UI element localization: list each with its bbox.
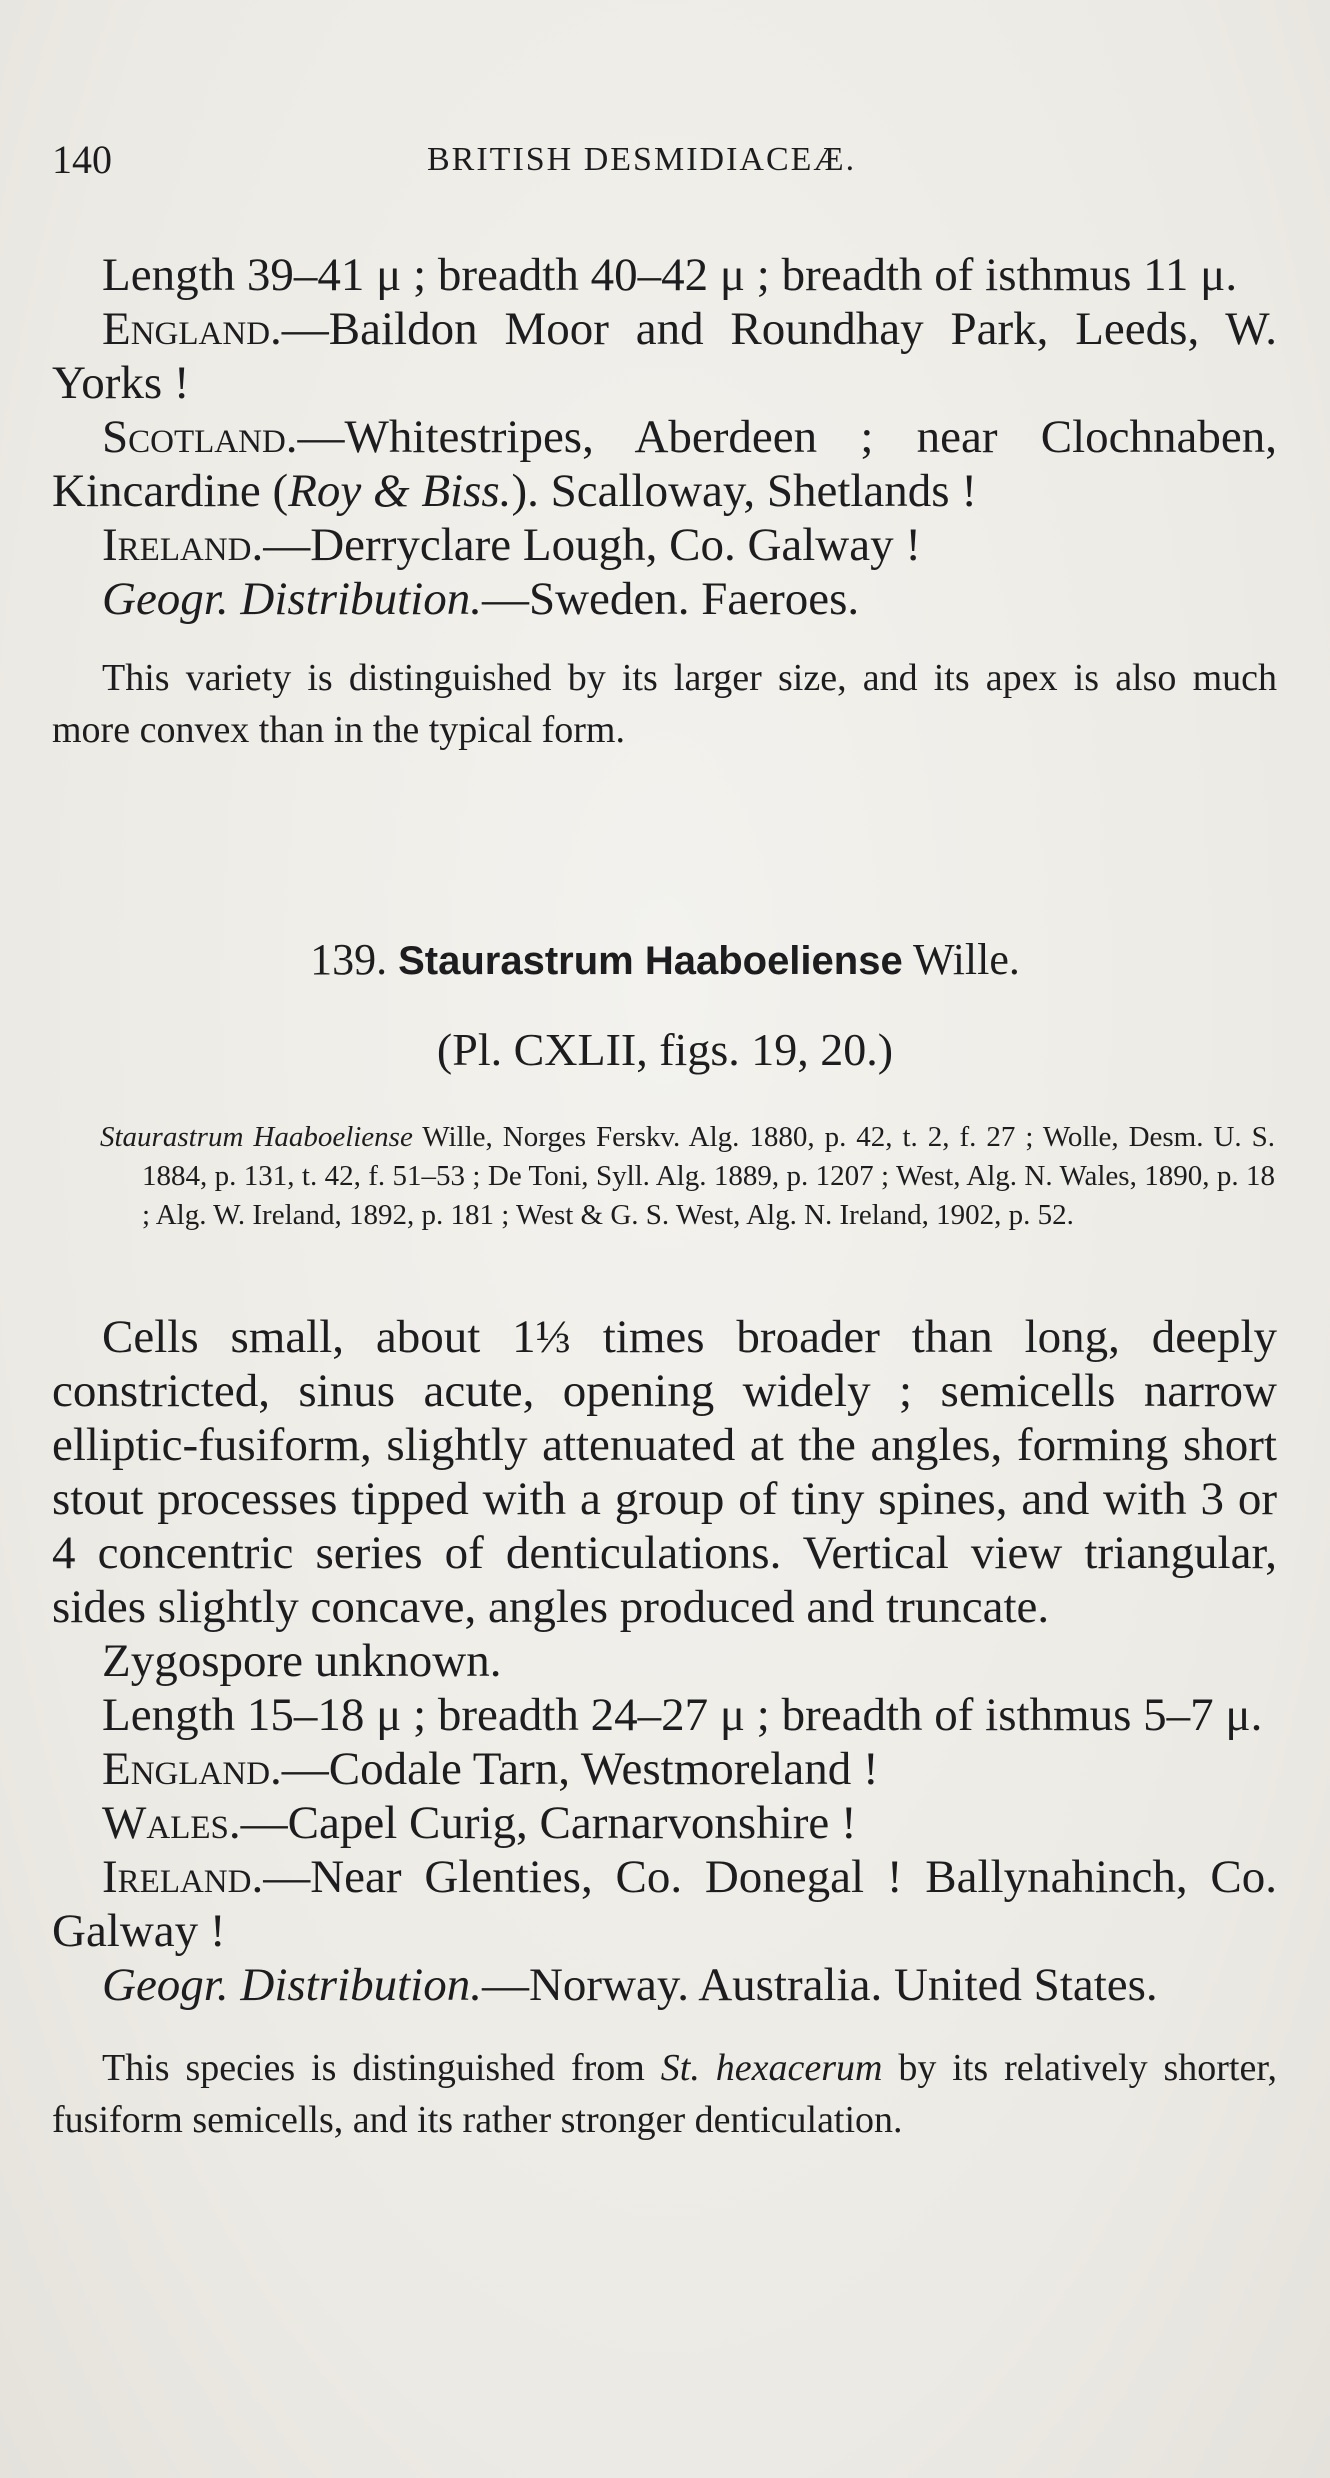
measurements: Length 15–18 μ ; breadth 24–27 μ ; breadth of isthmus 5–7 μ. — [102, 1689, 1263, 1741]
locality-text: —Codale Tarn, Westmoreland ! — [281, 1743, 879, 1795]
species-heading — [0, 930, 1330, 991]
distribution-text: —Sweden. Faeroes. — [481, 573, 860, 625]
species-number: 139. — [310, 935, 388, 984]
locality-scotland-previous — [52, 410, 1277, 518]
synonymy-citation — [100, 1118, 1275, 1235]
species-description-section — [52, 1310, 1277, 2146]
synonymy-block — [100, 1118, 1275, 1235]
locality-england — [52, 1742, 1277, 1796]
previous-variety-section — [52, 248, 1277, 756]
locality-england-previous — [52, 302, 1277, 410]
locality-ireland — [52, 1850, 1277, 1958]
note-compared-species: St. hexacerum — [660, 2047, 883, 2089]
distribution-text: —Norway. Australia. United States. — [481, 1959, 1158, 2011]
locality-text: —Baildon Moor and Roundhay Park, Leeds, W. Yorks ! — [52, 303, 1277, 409]
distribution-label: Geogr. Distribution. — [102, 1959, 482, 2011]
species-authority: Wille. — [912, 935, 1020, 984]
synonymy-references: Wille, Norges Ferskv. Alg. 1880, p. 42, t. 2, f. 27 ; Wolle, Desm. U. S. 1884, p. 131, t. 42, f. 51–53 ; De Toni, Syll. Alg. 1889, p. 1207 ; West, Alg. N. Wales, 1890, p. 18 ; Alg. W. Ireland, 1892, p. 181 ; West & G. S. West, Alg. N. Ireland, 1902, p. 52. — [142, 1121, 1275, 1231]
region-label: Wales. — [102, 1797, 241, 1849]
species-description: Cells small, about 1⅓ times broader than long, deeply constricted, sinus acute, opening widely ; semicells narrow elliptic-fusiform, slightly attenuated at the angles, forming short stout processes tipped with a group of tiny spines, and with 3 or 4 concentric series of denticulations. Vertical view triangular, sides slightly concave, angles produced and truncate. — [52, 1311, 1277, 1633]
synonymy-species-name: Staurastrum Haaboeliense — [100, 1121, 413, 1153]
species-note — [52, 2042, 1277, 2146]
locality-text: —Capel Curig, Carnarvonshire ! — [240, 1797, 857, 1849]
running-head — [52, 130, 1272, 190]
locality-ireland-previous — [52, 518, 1277, 572]
region-label: Ireland. — [102, 1851, 264, 1903]
collector-authority: Roy & Biss. — [288, 465, 512, 517]
region-label: Ireland. — [102, 519, 264, 571]
zygospore-note: Zygospore unknown. — [102, 1635, 502, 1687]
geographic-distribution — [52, 1958, 1277, 2012]
locality-text: —Near Glenties, Co. Donegal ! Ballynahinch, Co. Galway ! — [52, 1851, 1277, 1957]
note-text: This species is distinguished from — [102, 2047, 661, 2089]
measurements-previous: Length 39–41 μ ; breadth 40–42 μ ; breadth of isthmus 11 μ. — [102, 249, 1238, 301]
plate-reference: (Pl. CXLII, figs. 19, 20.) — [436, 1024, 894, 1075]
region-label: England. — [102, 1743, 282, 1795]
locality-wales — [52, 1796, 1277, 1850]
region-label: England. — [102, 303, 282, 355]
distribution-label: Geogr. Distribution. — [102, 573, 482, 625]
note-text: by its relatively shorter, fusiform semicells, and its rather stronger denticulation. — [52, 2047, 1277, 2141]
distribution-previous — [52, 572, 1277, 626]
species-name: Staurastrum Haaboeliense — [398, 939, 903, 983]
variety-note: This variety is distinguished by its larger size, and its apex is also much more convex than in the typical form. — [52, 657, 1277, 751]
page-number: 140 — [52, 137, 112, 182]
locality-text: —Derryclare Lough, Co. Galway ! — [263, 519, 922, 571]
locality-text: —Whitestripes, Aberdeen ; near Clochnaben, Kincardine ( — [52, 411, 1277, 517]
region-label: Scotland. — [102, 411, 298, 463]
running-title: BRITISH DESMIDIACEÆ. — [427, 141, 857, 178]
locality-text: ). Scalloway, Shetlands ! — [511, 465, 977, 517]
